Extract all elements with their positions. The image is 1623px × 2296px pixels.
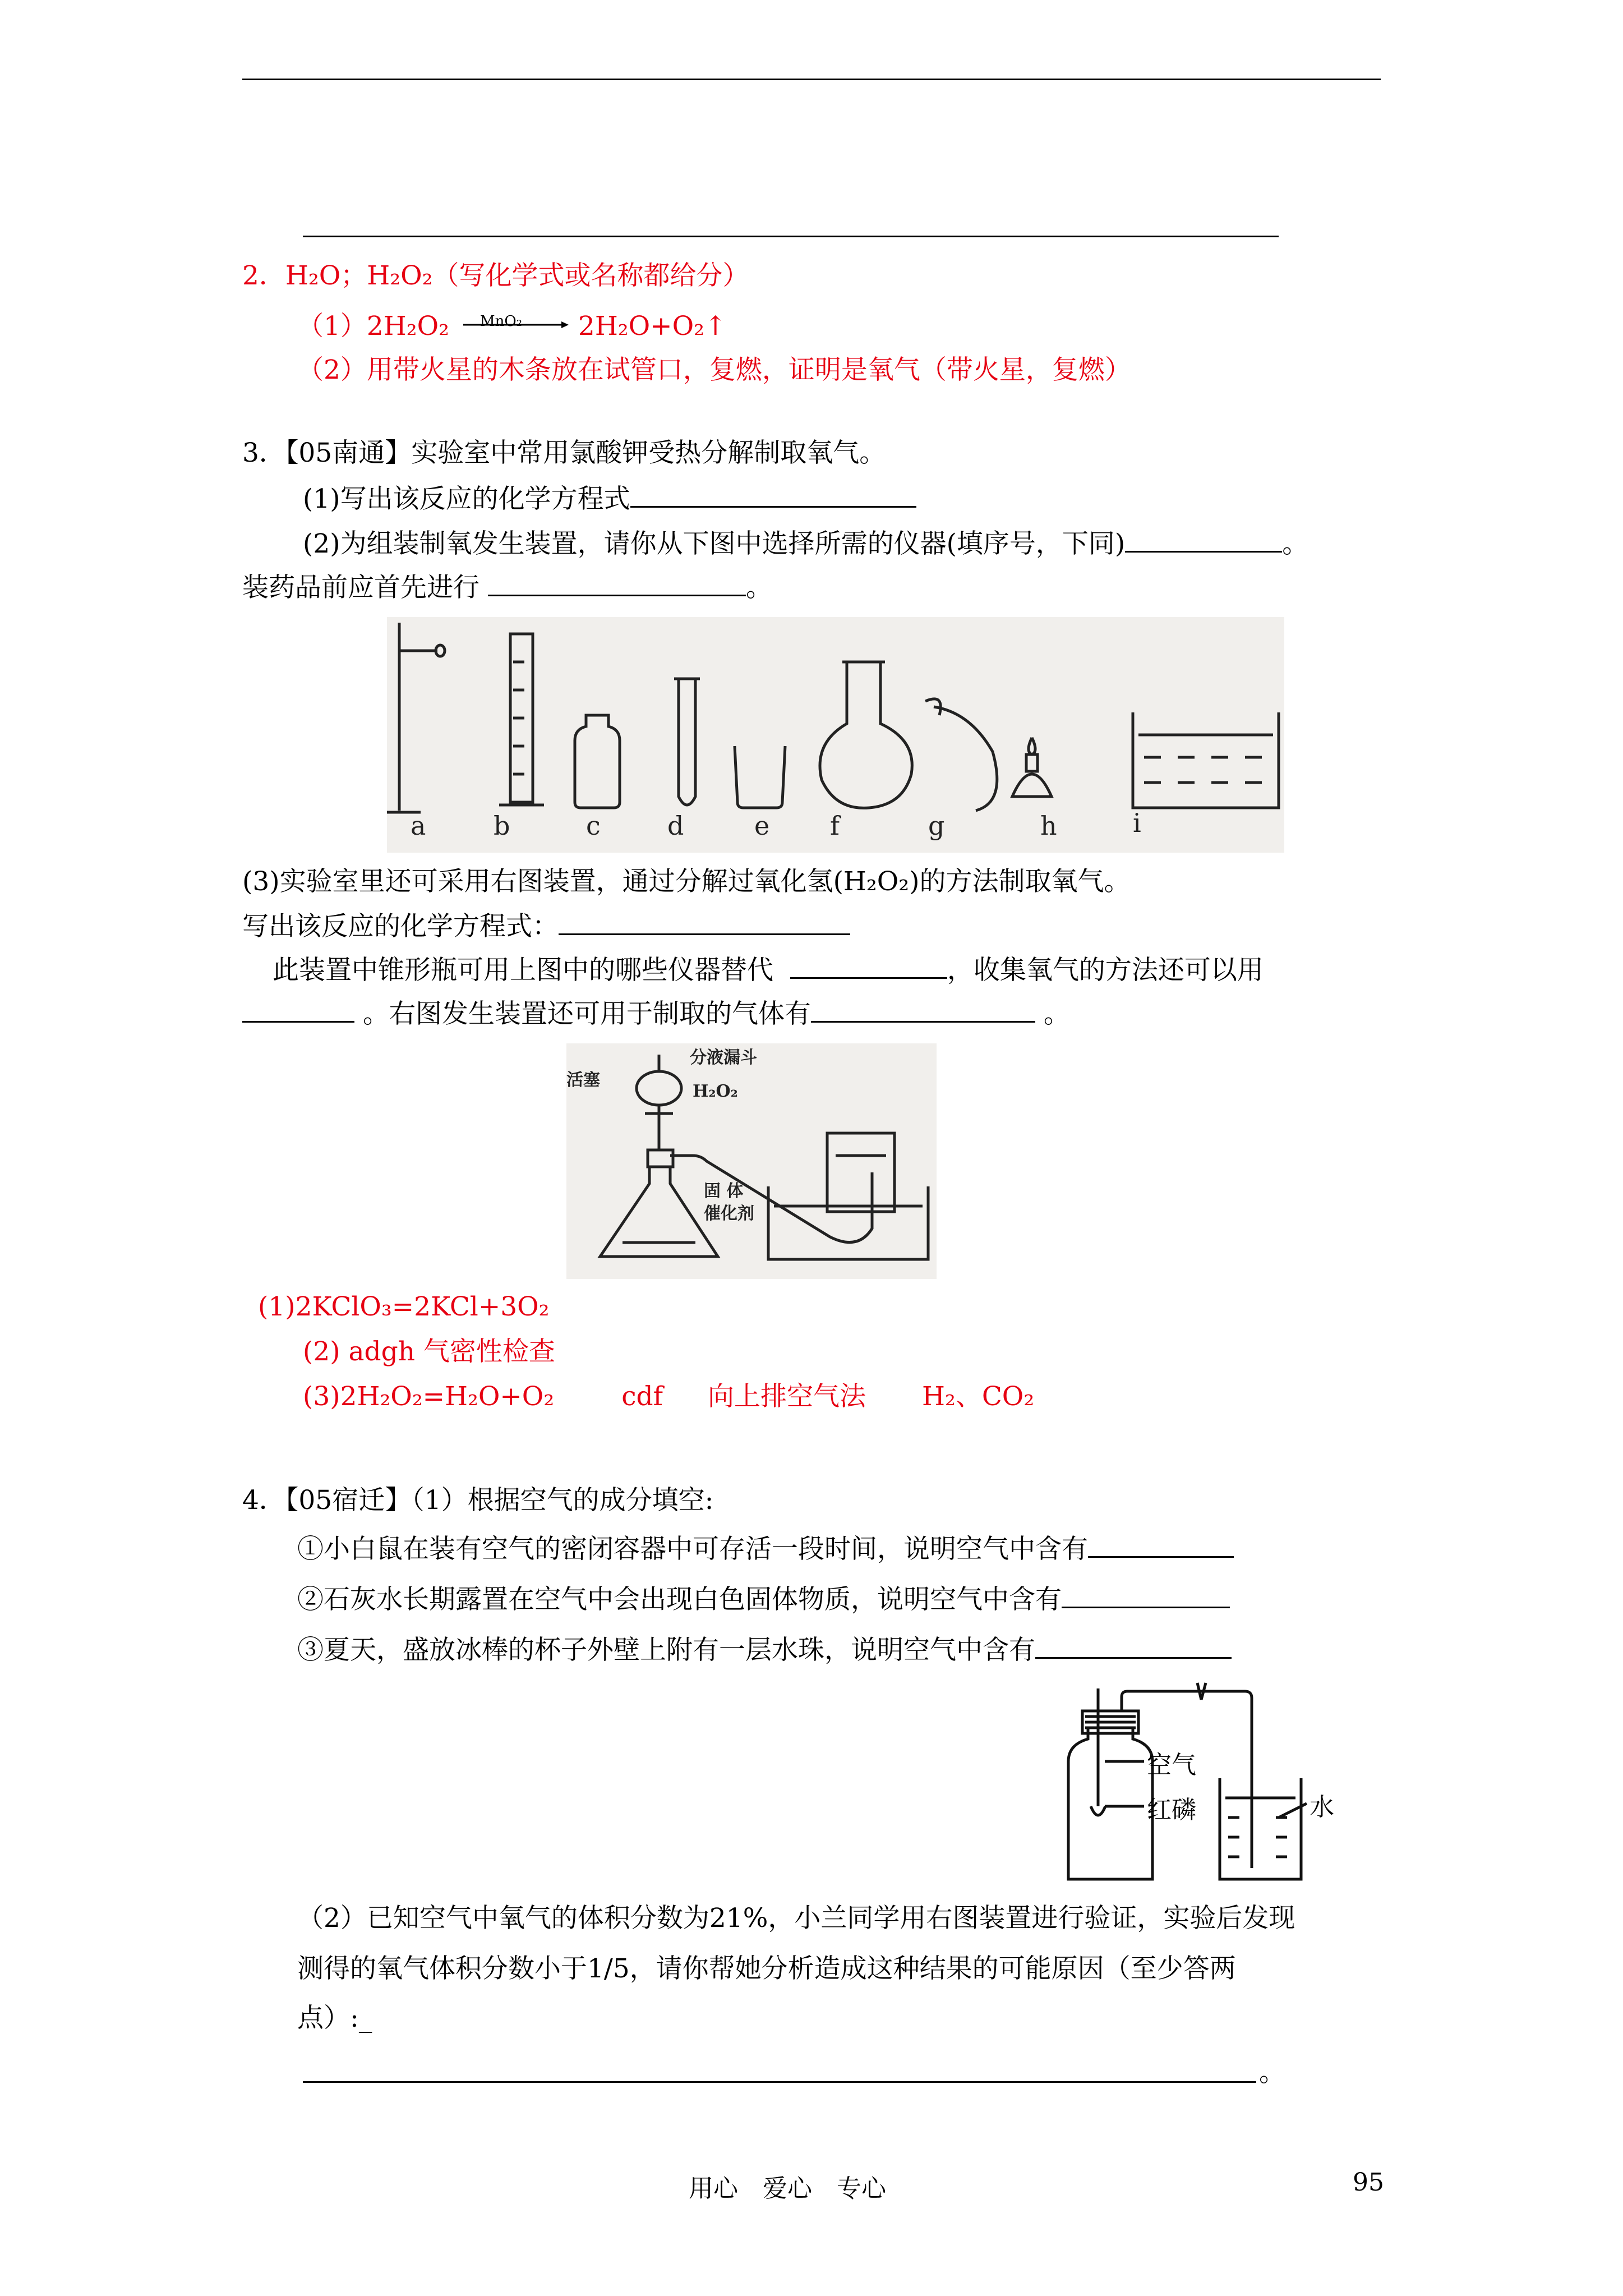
q2-equation-left: （1）2H₂O₂	[297, 311, 450, 342]
answer-line	[303, 236, 1279, 237]
q3-part3: (3)实验室里还可采用右图装置，通过分解过氧化氢(H₂O₂)的方法制取氧气。	[242, 866, 1131, 897]
answer-blank[interactable]	[630, 482, 916, 508]
water-label: 水	[1310, 1793, 1334, 1821]
air-label: 空气	[1147, 1751, 1196, 1779]
q3-part2-text: (2)为组装制氧发生装置，请你从下图中选择所需的仪器(填序号，下同)	[303, 528, 1126, 559]
reaction-arrow	[458, 313, 570, 339]
q4-item3-text: ③夏天，盛放冰棒的杯子外壁上附有一层水珠，说明空气中含有	[297, 1635, 1035, 1665]
q2-equation-right: 2H₂O+O₂↑	[578, 311, 727, 342]
answer-blank[interactable]	[242, 997, 354, 1023]
q3-part2b	[242, 571, 772, 605]
label-g: g	[928, 811, 945, 841]
answer-blank[interactable]	[1062, 1583, 1230, 1608]
answer-line	[303, 2081, 1256, 2083]
label-a: a	[411, 811, 426, 841]
q4-item2	[297, 1583, 1230, 1617]
q3-answer-3-b: cdf	[621, 1381, 663, 1412]
answer-blank[interactable]	[1088, 1533, 1234, 1558]
label-i: i	[1133, 808, 1141, 838]
q3-answer-3-d: H₂、CO₂	[922, 1381, 1035, 1412]
q3-title: 3．【05南通】实验室中常用氯酸钾受热分解制取氧气。	[242, 438, 886, 468]
q2-answer-line2	[297, 310, 726, 343]
answer-blank[interactable]	[488, 571, 746, 596]
q3-part3d-text: 。右图发生装置还可用于制取的气体有	[362, 999, 811, 1029]
h2o2-apparatus-drawing	[566, 1043, 937, 1279]
phosphorus-apparatus-drawing	[1054, 1677, 1385, 1890]
q4-end-punct: 。	[1259, 2057, 1285, 2088]
label-d: d	[667, 811, 684, 841]
q2-answer-line3: （2）用带火星的木条放在试管口，复燃，证明是氧气（带火星，复燃）	[297, 355, 1131, 385]
q3-part3c-end: ，收集氧气的方法还可以用	[947, 955, 1264, 986]
answer-blank[interactable]	[1035, 1634, 1232, 1659]
punct: 。	[1043, 999, 1070, 1029]
q2-answer-line1: 2．H₂O；H₂O₂（写化学式或名称都给分）	[242, 260, 749, 291]
q4-item1-text: ①小白鼠在装有空气的密闭容器中可存活一段时间，说明空气中含有	[297, 1534, 1088, 1565]
apparatus-figure	[387, 617, 1284, 853]
q3-answer-3-eq: (3)2H₂O₂=H₂O+O₂	[303, 1381, 555, 1412]
q3-part3c-text: 此装置中锥形瓶可用上图中的哪些仪器替代	[273, 955, 773, 986]
q3-answer-3-c: 向上排空气法	[708, 1381, 866, 1412]
label-e: e	[754, 811, 770, 841]
label-f: f	[830, 811, 840, 841]
catalyst-label: MnO₂	[479, 313, 523, 330]
page-number: 95	[1353, 2168, 1384, 2197]
q3-part3b-text: 写出该反应的化学方程式：	[242, 911, 559, 942]
catalyst-text-label: 催化剂	[704, 1204, 754, 1223]
h2o2-apparatus-figure	[566, 1043, 937, 1279]
q4-item3	[297, 1634, 1232, 1667]
q3-part3b	[242, 910, 850, 944]
q4-part2-line2: 测得的氧气体积分数小于1/5，请你帮她分析造成这种结果的可能原因（至少答两	[297, 1953, 1236, 1984]
label-c: c	[586, 811, 601, 841]
funnel-label: 分液漏斗	[690, 1048, 757, 1068]
q4-part2-line3: 点）:_	[297, 2003, 372, 2033]
q3-answer-2: (2) adgh 气密性检查	[303, 1336, 555, 1367]
answer-blank[interactable]	[559, 910, 850, 935]
q4-item1	[297, 1533, 1234, 1566]
q3-answer-1: (1)2KClO₃=2KCl+3O₂	[258, 1291, 550, 1322]
q3-answer-3	[303, 1380, 1034, 1414]
footer-motto: 用心 爱心 专心	[689, 2174, 886, 2203]
q3-part2	[303, 527, 1308, 561]
answer-blank[interactable]	[811, 997, 1035, 1023]
q4-title: 4．【05宿迁】（1）根据空气的成分填空:	[242, 1485, 714, 1516]
q4-part2-line1: （2）已知空气中氧气的体积分数为21%，小兰同学用右图装置进行验证，实验后发现	[297, 1903, 1295, 1934]
punct: 。	[1282, 528, 1309, 559]
punct: 。	[745, 572, 772, 603]
label-b: b	[494, 811, 510, 841]
valve-label: 活塞	[566, 1070, 600, 1090]
q3-part3c	[273, 954, 1264, 987]
h2o2-label: H₂O₂	[693, 1082, 738, 1101]
label-h: h	[1040, 811, 1057, 841]
phosphorus-label: 红磷	[1147, 1796, 1196, 1824]
q3-part1-text: (1)写出该反应的化学方程式	[303, 484, 630, 514]
answer-blank[interactable]	[1125, 527, 1282, 553]
q3-part3d	[242, 997, 1070, 1031]
phosphorus-apparatus-figure	[1054, 1677, 1385, 1890]
answer-blank[interactable]	[790, 954, 947, 979]
header-rule	[242, 79, 1381, 80]
q4-item2-text: ②石灰水长期露置在空气中会出现白色固体物质，说明空气中含有	[297, 1584, 1062, 1615]
q3-part1	[303, 482, 916, 516]
solid-label: 固 体	[704, 1181, 744, 1201]
q3-part2b-text: 装药品前应首先进行	[242, 572, 479, 603]
